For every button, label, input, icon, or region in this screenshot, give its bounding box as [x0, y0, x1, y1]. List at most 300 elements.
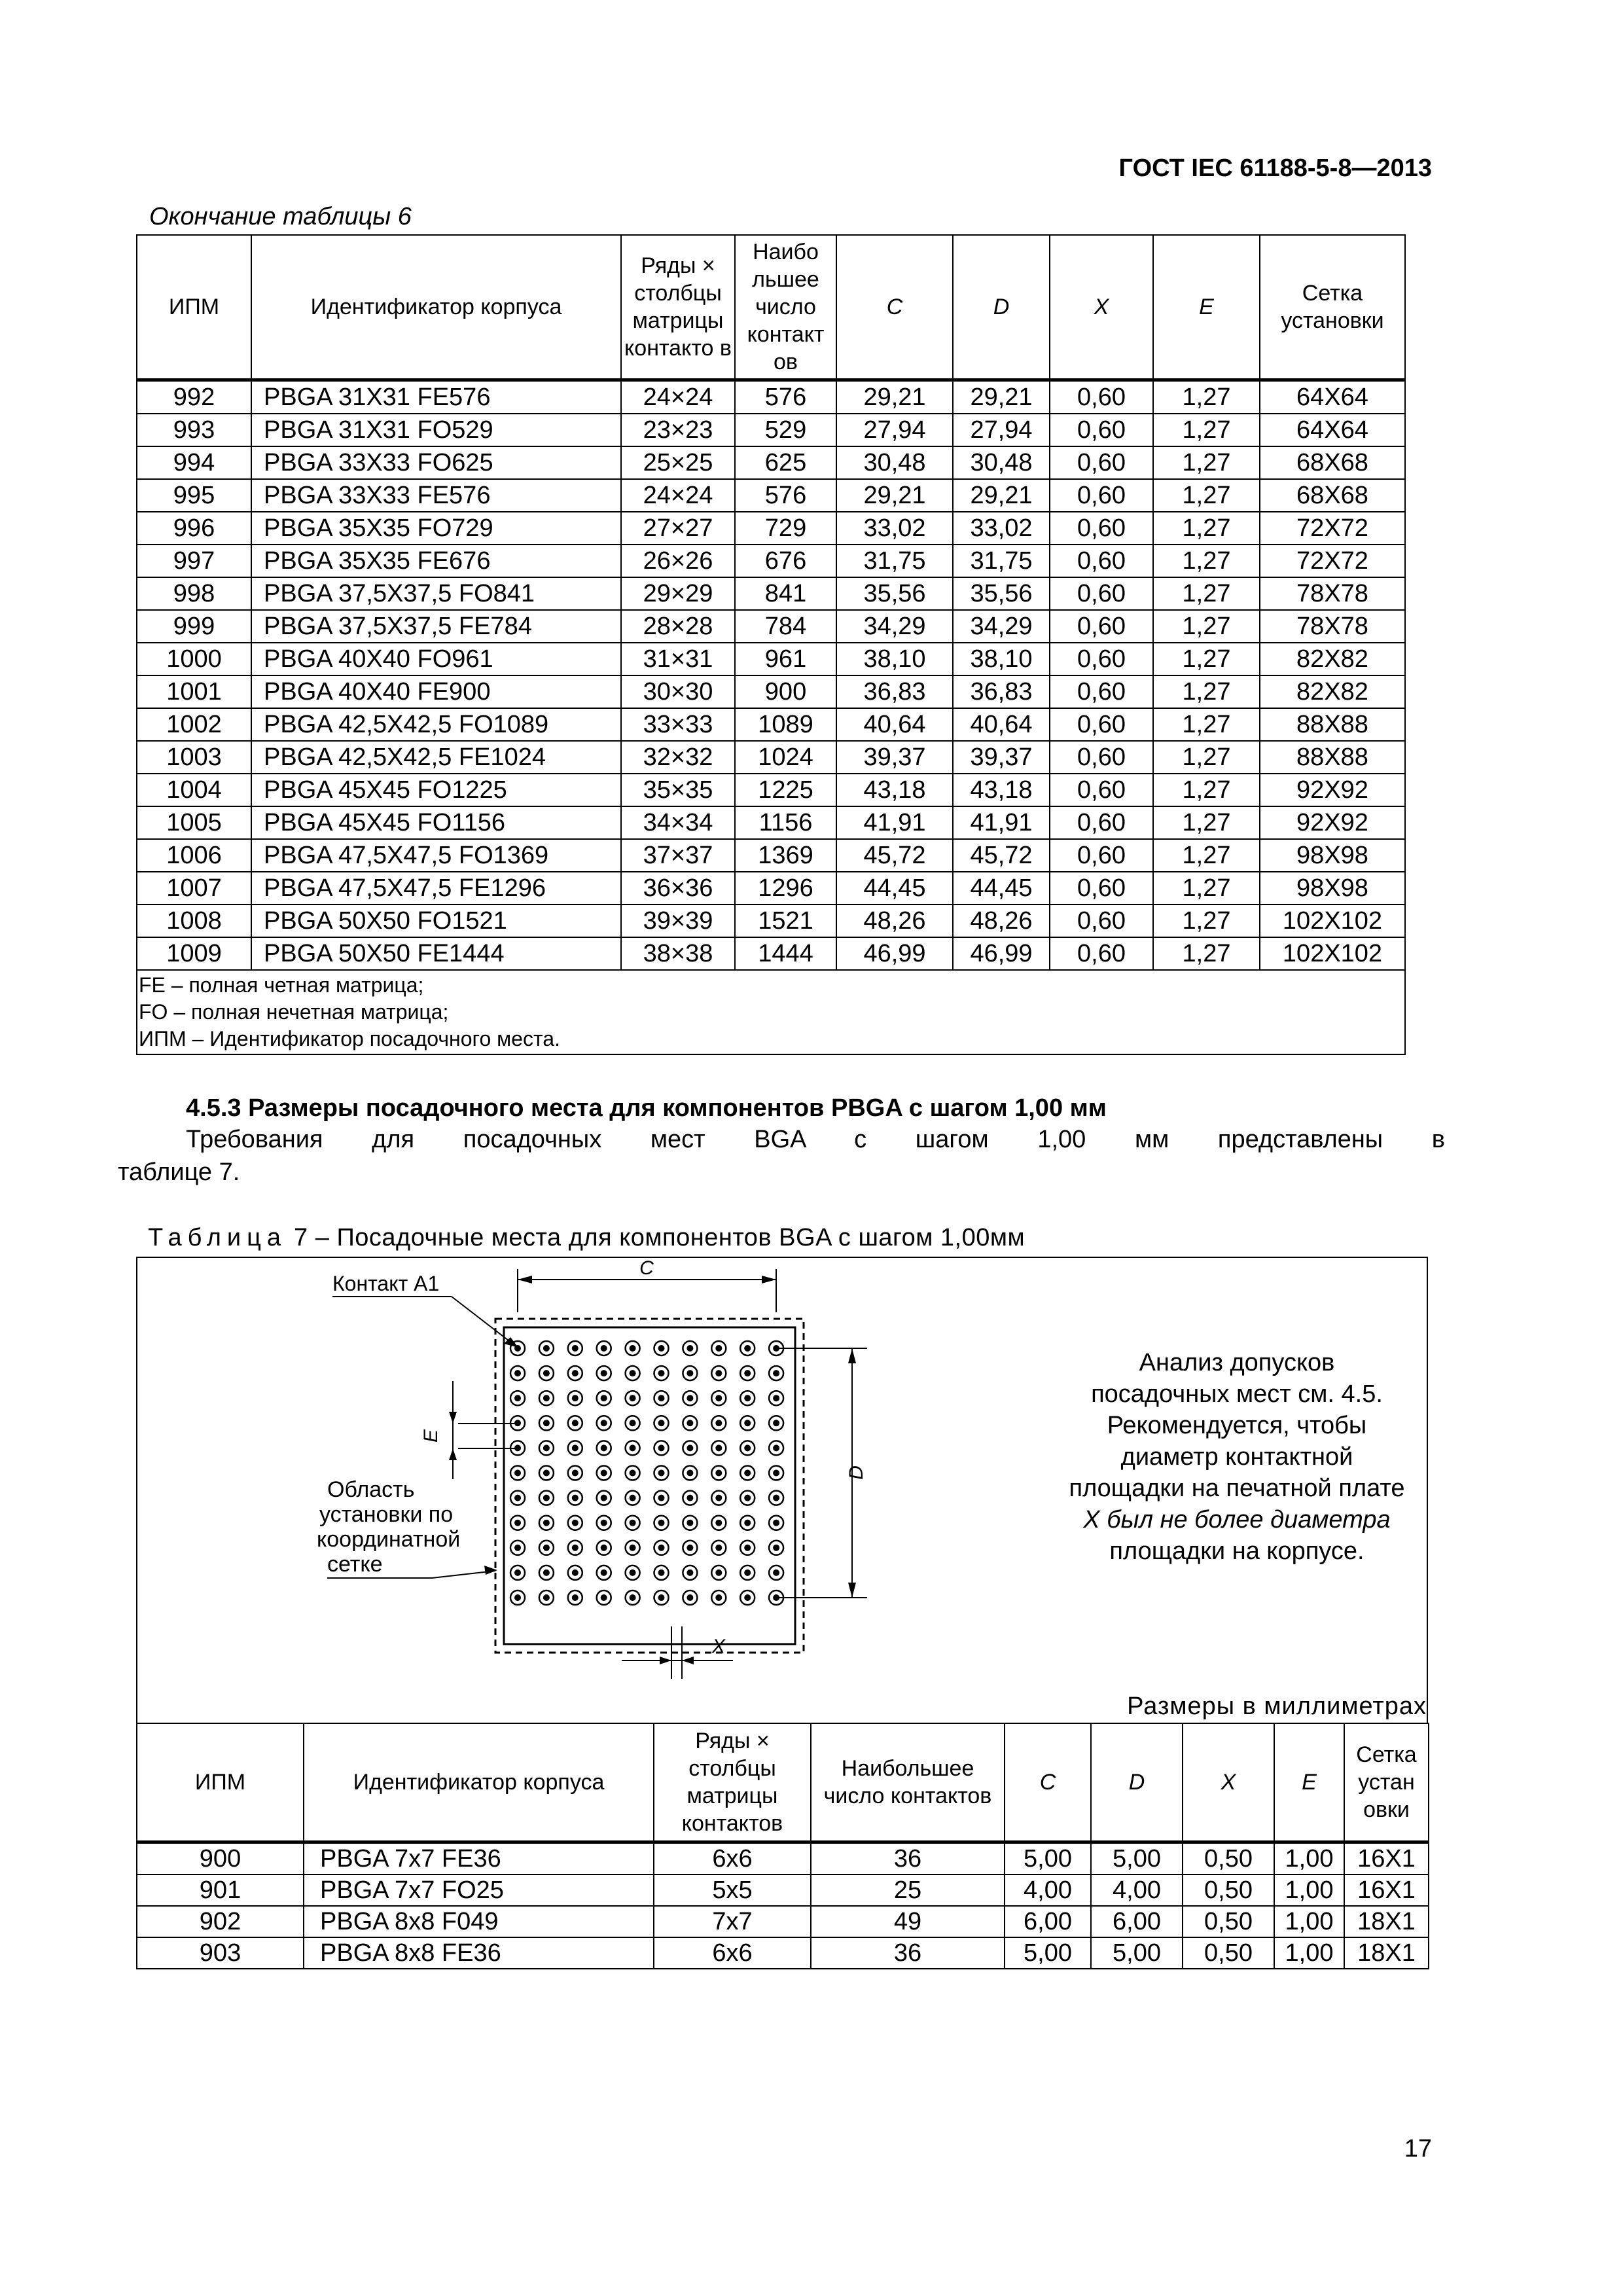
contact-ball: [630, 1545, 636, 1551]
table6-notes-row: [137, 970, 1405, 1054]
cell-dim-c: 43,18: [836, 774, 953, 806]
table-row: [137, 675, 1405, 708]
cell-dim-c: 36,83: [836, 675, 953, 708]
cell-package-id: PBGA 40X40 FE900: [251, 675, 621, 708]
contact-ball: [744, 1495, 751, 1501]
cell-dim-c: 4,00: [1005, 1874, 1091, 1906]
contact-ball: [543, 1420, 550, 1426]
contact-ball: [572, 1444, 579, 1451]
cell-matrix-size: 35×35: [621, 774, 735, 806]
contact-ball: [658, 1520, 665, 1526]
contact-ball: [514, 1495, 521, 1501]
figure-note-line: площадки на корпусе.: [1109, 1537, 1364, 1565]
table-row: [137, 839, 1405, 872]
cell-dim-e: 1,27: [1153, 446, 1260, 479]
cell-ipm: 999: [137, 610, 251, 643]
cell-dim-e: 1,27: [1153, 414, 1260, 446]
table-7: [136, 1723, 1429, 1969]
contact-ball: [687, 1444, 693, 1451]
cell-dim-d: 38,10: [953, 643, 1050, 675]
cell-dim-c: 39,37: [836, 741, 953, 774]
column-header-grid: Сетка установки: [1260, 235, 1405, 380]
cell-max-contacts: 1521: [735, 905, 836, 937]
dim-e-label: E: [420, 1429, 442, 1443]
cell-max-contacts: 36: [811, 1937, 1005, 1969]
table7-caption: [148, 1224, 1025, 1252]
contact-ball: [687, 1370, 693, 1376]
contact-ball: [514, 1594, 521, 1601]
contact-ball: [543, 1444, 550, 1451]
table6-caption: Окончание таблицы 6: [149, 203, 412, 230]
contact-ball: [572, 1370, 579, 1376]
contact-ball: [601, 1570, 607, 1576]
cell-dim-c: 44,45: [836, 872, 953, 905]
cell-dim-d: 40,64: [953, 708, 1050, 741]
contact-ball: [658, 1545, 665, 1551]
cell-grid: 102X102: [1260, 937, 1405, 970]
cell-dim-e: 1,27: [1153, 905, 1260, 937]
contact-ball: [601, 1470, 607, 1477]
table-row: [137, 937, 1405, 970]
cell-dim-x: 0,60: [1050, 545, 1153, 577]
contact-ball: [687, 1420, 693, 1426]
cell-matrix-size: 38×38: [621, 937, 735, 970]
contact-ball: [773, 1570, 779, 1576]
table-row: [137, 741, 1405, 774]
contact-ball: [601, 1594, 607, 1601]
contact-ball: [744, 1345, 751, 1352]
cell-ipm: 1004: [137, 774, 251, 806]
contact-a1-label: Контакт A1: [332, 1272, 440, 1295]
table6-note: ИПМ – Идентификатор посадочного места.: [139, 1027, 560, 1050]
column-header-matrix-size: Ряды × столбцы матрицы контактов: [654, 1723, 811, 1842]
table-6: [136, 234, 1406, 1055]
cell-dim-c: 27,94: [836, 414, 953, 446]
table-row: [137, 774, 1405, 806]
cell-dim-c: 5,00: [1005, 1842, 1091, 1875]
contact-ball: [630, 1495, 636, 1501]
cell-matrix-size: 33×33: [621, 708, 735, 741]
cell-matrix-size: 30×30: [621, 675, 735, 708]
contact-ball: [687, 1345, 693, 1352]
contact-ball: [744, 1370, 751, 1376]
cell-dim-d: 41,91: [953, 806, 1050, 839]
cell-matrix-size: 32×32: [621, 741, 735, 774]
contact-ball: [572, 1570, 579, 1576]
contact-ball: [773, 1444, 779, 1451]
contact-ball: [514, 1570, 521, 1576]
contact-ball: [543, 1570, 550, 1576]
cell-dim-c: 31,75: [836, 545, 953, 577]
cell-dim-x: 0,60: [1050, 675, 1153, 708]
cell-dim-d: 31,75: [953, 545, 1050, 577]
figure-note-line: площадки на печатной плате: [1069, 1475, 1405, 1502]
cell-grid: 98X98: [1260, 872, 1405, 905]
cell-dim-c: 41,91: [836, 806, 953, 839]
contact-ball: [601, 1444, 607, 1451]
column-header-max-contacts: Наибольшее число контактов: [811, 1723, 1005, 1842]
cell-package-id: PBGA 31X31 FE576: [251, 380, 621, 414]
contact-ball: [744, 1444, 751, 1451]
contact-ball: [744, 1594, 751, 1601]
cell-package-id: PBGA 8x8 FE36: [304, 1937, 654, 1969]
contact-ball: [572, 1495, 579, 1501]
cell-package-id: PBGA 45X45 FO1225: [251, 774, 621, 806]
contact-ball: [773, 1545, 779, 1551]
contact-ball: [715, 1545, 722, 1551]
cell-ipm: 900: [137, 1842, 304, 1875]
table-row: [137, 512, 1405, 545]
cell-dim-e: 1,00: [1274, 1874, 1344, 1906]
contact-ball: [715, 1594, 722, 1601]
cell-dim-c: 5,00: [1005, 1937, 1091, 1969]
cell-dim-e: 1,27: [1153, 545, 1260, 577]
contact-ball: [715, 1520, 722, 1526]
contact-ball: [687, 1594, 693, 1601]
cell-matrix-size: 25×25: [621, 446, 735, 479]
cell-package-id: PBGA 50X50 FE1444: [251, 937, 621, 970]
cell-dim-d: 6,00: [1091, 1906, 1183, 1937]
cell-dim-d: 34,29: [953, 610, 1050, 643]
dimensions-note: Размеры в миллиметрах: [1127, 1693, 1427, 1720]
cell-dim-d: 48,26: [953, 905, 1050, 937]
cell-dim-x: 0,60: [1050, 806, 1153, 839]
cell-max-contacts: 576: [735, 479, 836, 512]
contact-ball: [744, 1545, 751, 1551]
cell-max-contacts: 900: [735, 675, 836, 708]
cell-dim-c: 33,02: [836, 512, 953, 545]
contact-ball: [687, 1495, 693, 1501]
cell-dim-e: 1,27: [1153, 610, 1260, 643]
cell-grid: 72X72: [1260, 512, 1405, 545]
cell-dim-x: 0,50: [1183, 1906, 1274, 1937]
figure-note-line: Анализ допусков: [1139, 1349, 1335, 1376]
cell-dim-e: 1,27: [1153, 577, 1260, 610]
contact-ball: [773, 1470, 779, 1477]
contact-ball: [687, 1520, 693, 1526]
cell-ipm: 1008: [137, 905, 251, 937]
cell-ipm: 992: [137, 380, 251, 414]
cell-max-contacts: 1024: [735, 741, 836, 774]
cell-matrix-size: 28×28: [621, 610, 735, 643]
cell-dim-x: 0,60: [1050, 446, 1153, 479]
contact-ball: [744, 1395, 751, 1401]
cell-package-id: PBGA 8x8 F049: [304, 1906, 654, 1937]
contact-ball: [572, 1395, 579, 1401]
cell-grid: 16X1: [1344, 1842, 1429, 1875]
cell-package-id: PBGA 42,5X42,5 FO1089: [251, 708, 621, 741]
cell-dim-d: 5,00: [1091, 1842, 1183, 1875]
table-row: [137, 577, 1405, 610]
column-header-dim-c: C: [836, 235, 953, 380]
column-header-grid: Сетка устан овки: [1344, 1723, 1429, 1842]
cell-grid: 68X68: [1260, 479, 1405, 512]
contact-ball: [572, 1470, 579, 1477]
cell-grid: 92X92: [1260, 806, 1405, 839]
cell-matrix-size: 26×26: [621, 545, 735, 577]
cell-dim-e: 1,27: [1153, 643, 1260, 675]
contact-ball: [744, 1520, 751, 1526]
cell-dim-d: 5,00: [1091, 1937, 1183, 1969]
cell-dim-c: 6,00: [1005, 1906, 1091, 1937]
cell-dim-e: 1,27: [1153, 741, 1260, 774]
contact-ball: [658, 1495, 665, 1501]
contact-ball: [773, 1420, 779, 1426]
contact-ball: [543, 1345, 550, 1352]
cell-dim-d: 4,00: [1091, 1874, 1183, 1906]
cell-dim-c: 40,64: [836, 708, 953, 741]
contact-ball: [687, 1570, 693, 1576]
table-row: [137, 872, 1405, 905]
cell-dim-e: 1,27: [1153, 479, 1260, 512]
table-row: [137, 380, 1405, 414]
cell-dim-d: 33,02: [953, 512, 1050, 545]
figure-note-line: Рекомендуется, чтобы: [1107, 1412, 1367, 1439]
cell-dim-e: 1,27: [1153, 937, 1260, 970]
cell-dim-x: 0,50: [1183, 1842, 1274, 1875]
contact-ball: [514, 1370, 521, 1376]
dim-d-label: D: [846, 1465, 867, 1480]
contact-ball: [773, 1370, 779, 1376]
contact-ball: [715, 1345, 722, 1352]
cell-dim-d: 35,56: [953, 577, 1050, 610]
cell-matrix-size: 27×27: [621, 512, 735, 545]
cell-dim-e: 1,27: [1153, 806, 1260, 839]
cell-ipm: 1000: [137, 643, 251, 675]
contact-ball: [572, 1594, 579, 1601]
cell-package-id: PBGA 35X35 FE676: [251, 545, 621, 577]
cell-dim-e: 1,27: [1153, 839, 1260, 872]
contact-ball: [514, 1545, 521, 1551]
contact-ball: [715, 1444, 722, 1451]
cell-dim-e: 1,27: [1153, 675, 1260, 708]
table-row: [137, 708, 1405, 741]
contact-ball: [601, 1520, 607, 1526]
cell-package-id: PBGA 40X40 FO961: [251, 643, 621, 675]
cell-max-contacts: 36: [811, 1842, 1005, 1875]
contact-ball: [543, 1545, 550, 1551]
contact-ball: [601, 1495, 607, 1501]
contact-ball: [572, 1345, 579, 1352]
cell-max-contacts: 25: [811, 1874, 1005, 1906]
cell-ipm: 901: [137, 1874, 304, 1906]
figure-note: [1047, 1347, 1427, 1567]
dim-c-label: C: [639, 1260, 654, 1279]
cell-ipm: 1002: [137, 708, 251, 741]
cell-ipm: 997: [137, 545, 251, 577]
cell-dim-x: 0,50: [1183, 1937, 1274, 1969]
cell-matrix-size: 29×29: [621, 577, 735, 610]
document-code: ГОСТ IEC 61188-5-8—2013: [1118, 154, 1432, 182]
cell-dim-c: 29,21: [836, 380, 953, 414]
contact-ball: [514, 1395, 521, 1401]
cell-dim-d: 36,83: [953, 675, 1050, 708]
table-row: [137, 610, 1405, 643]
contact-ball: [687, 1545, 693, 1551]
contact-ball: [744, 1470, 751, 1477]
cell-matrix-size: 6x6: [654, 1842, 811, 1875]
contact-ball: [630, 1345, 636, 1352]
contact-ball: [715, 1470, 722, 1477]
table-row: [137, 414, 1405, 446]
cell-dim-x: 0,60: [1050, 479, 1153, 512]
cell-max-contacts: 841: [735, 577, 836, 610]
contact-ball: [715, 1420, 722, 1426]
cell-dim-x: 0,60: [1050, 905, 1153, 937]
cell-package-id: PBGA 7x7 FO25: [304, 1874, 654, 1906]
cell-matrix-size: 36×36: [621, 872, 735, 905]
cell-ipm: 1001: [137, 675, 251, 708]
column-header-dim-x: X: [1183, 1723, 1274, 1842]
cell-grid: 16X1: [1344, 1874, 1429, 1906]
area-label-line-3: координатной: [317, 1527, 461, 1552]
cell-dim-x: 0,60: [1050, 610, 1153, 643]
contact-ball: [543, 1395, 550, 1401]
cell-dim-c: 45,72: [836, 839, 953, 872]
contact-ball: [658, 1420, 665, 1426]
table6-header-row: [137, 235, 1405, 380]
contact-ball: [658, 1395, 665, 1401]
column-header-dim-x: X: [1050, 235, 1153, 380]
cell-dim-e: 1,00: [1274, 1937, 1344, 1969]
column-header-max-contacts: Наибо льшее число контакт ов: [735, 235, 836, 380]
figure-note-line: диаметр контактной: [1120, 1443, 1353, 1471]
cell-package-id: PBGA 47,5X47,5 FO1369: [251, 839, 621, 872]
cell-dim-e: 1,27: [1153, 774, 1260, 806]
cell-dim-d: 29,21: [953, 479, 1050, 512]
cell-dim-c: 38,10: [836, 643, 953, 675]
table7-header-row: [137, 1723, 1429, 1842]
cell-package-id: PBGA 37,5X37,5 FE784: [251, 610, 621, 643]
cell-max-contacts: 1225: [735, 774, 836, 806]
figure-note-line: X был не более диаметра: [1083, 1506, 1391, 1534]
cell-package-id: PBGA 7x7 FE36: [304, 1842, 654, 1875]
table-row: [137, 479, 1405, 512]
cell-matrix-size: 31×31: [621, 643, 735, 675]
contact-ball: [601, 1545, 607, 1551]
contact-ball: [715, 1370, 722, 1376]
column-header-dim-e: E: [1153, 235, 1260, 380]
cell-max-contacts: 784: [735, 610, 836, 643]
table-row: [137, 905, 1405, 937]
cell-dim-x: 0,60: [1050, 937, 1153, 970]
cell-ipm: 995: [137, 479, 251, 512]
contact-ball: [658, 1345, 665, 1352]
contact-ball: [687, 1470, 693, 1477]
table6-note: FE – полная четная матрица;: [139, 973, 424, 997]
contact-ball: [715, 1395, 722, 1401]
cell-ipm: 994: [137, 446, 251, 479]
contact-ball: [658, 1594, 665, 1601]
cell-max-contacts: 1296: [735, 872, 836, 905]
cell-ipm: 1007: [137, 872, 251, 905]
cell-dim-c: 29,21: [836, 479, 953, 512]
ball-grid: [510, 1341, 783, 1605]
contact-ball: [572, 1420, 579, 1426]
contact-ball: [630, 1520, 636, 1526]
cell-dim-e: 1,27: [1153, 872, 1260, 905]
cell-max-contacts: 576: [735, 380, 836, 414]
cell-matrix-size: 34×34: [621, 806, 735, 839]
contact-ball: [630, 1444, 636, 1451]
table-row: [137, 643, 1405, 675]
cell-max-contacts: 676: [735, 545, 836, 577]
cell-grid: 88X88: [1260, 708, 1405, 741]
contact-ball: [658, 1370, 665, 1376]
cell-dim-d: 46,99: [953, 937, 1050, 970]
cell-grid: 64X64: [1260, 380, 1405, 414]
column-header-dim-d: D: [1091, 1723, 1183, 1842]
table6-notes: [137, 970, 1405, 1054]
cell-grid: 78X78: [1260, 610, 1405, 643]
contact-ball: [715, 1495, 722, 1501]
cell-dim-e: 1,27: [1153, 708, 1260, 741]
contact-ball: [773, 1520, 779, 1526]
paragraph-line-2: таблице 7.: [118, 1158, 240, 1186]
column-header-matrix-size: Ряды × столбцы матрицы контакто в: [621, 235, 735, 380]
column-header-dim-e: E: [1274, 1723, 1344, 1842]
cell-package-id: PBGA 31X31 FO529: [251, 414, 621, 446]
cell-dim-c: 48,26: [836, 905, 953, 937]
contact-ball: [630, 1420, 636, 1426]
column-header-package-id: Идентификатор корпуса: [304, 1723, 654, 1842]
table-row: [137, 1842, 1429, 1875]
cell-matrix-size: 6x6: [654, 1937, 811, 1969]
cell-dim-e: 1,27: [1153, 512, 1260, 545]
cell-package-id: PBGA 37,5X37,5 FO841: [251, 577, 621, 610]
contact-ball: [715, 1570, 722, 1576]
contact-ball: [601, 1345, 607, 1352]
cell-package-id: PBGA 42,5X42,5 FE1024: [251, 741, 621, 774]
cell-ipm: 998: [137, 577, 251, 610]
contact-ball: [687, 1395, 693, 1401]
contact-ball: [744, 1570, 751, 1576]
cell-matrix-size: 37×37: [621, 839, 735, 872]
cell-max-contacts: 1156: [735, 806, 836, 839]
contact-ball: [543, 1495, 550, 1501]
contact-ball: [658, 1470, 665, 1477]
cell-dim-c: 30,48: [836, 446, 953, 479]
cell-matrix-size: 39×39: [621, 905, 735, 937]
contact-ball: [773, 1395, 779, 1401]
cell-package-id: PBGA 47,5X47,5 FE1296: [251, 872, 621, 905]
figure-note-line: посадочных мест см. 4.5.: [1091, 1380, 1383, 1408]
column-header-dim-d: D: [953, 235, 1050, 380]
cell-grid: 68X68: [1260, 446, 1405, 479]
cell-package-id: PBGA 45X45 FO1156: [251, 806, 621, 839]
contact-ball: [601, 1395, 607, 1401]
table6-note: FO – полная нечетная матрица;: [139, 1000, 449, 1024]
table-row: [137, 1937, 1429, 1969]
cell-grid: 102X102: [1260, 905, 1405, 937]
cell-ipm: 1009: [137, 937, 251, 970]
cell-dim-x: 0,60: [1050, 708, 1153, 741]
cell-package-id: PBGA 35X35 FO729: [251, 512, 621, 545]
cell-ipm: 1005: [137, 806, 251, 839]
cell-package-id: PBGA 33X33 FO625: [251, 446, 621, 479]
cell-dim-d: 27,94: [953, 414, 1050, 446]
cell-dim-d: 44,45: [953, 872, 1050, 905]
contact-ball: [630, 1370, 636, 1376]
cell-ipm: 996: [137, 512, 251, 545]
cell-grid: 82X82: [1260, 643, 1405, 675]
cell-dim-x: 0,60: [1050, 380, 1153, 414]
cell-package-id: PBGA 33X33 FE576: [251, 479, 621, 512]
cell-grid: 92X92: [1260, 774, 1405, 806]
contact-ball: [630, 1594, 636, 1601]
cell-dim-x: 0,60: [1050, 643, 1153, 675]
cell-dim-d: 30,48: [953, 446, 1050, 479]
